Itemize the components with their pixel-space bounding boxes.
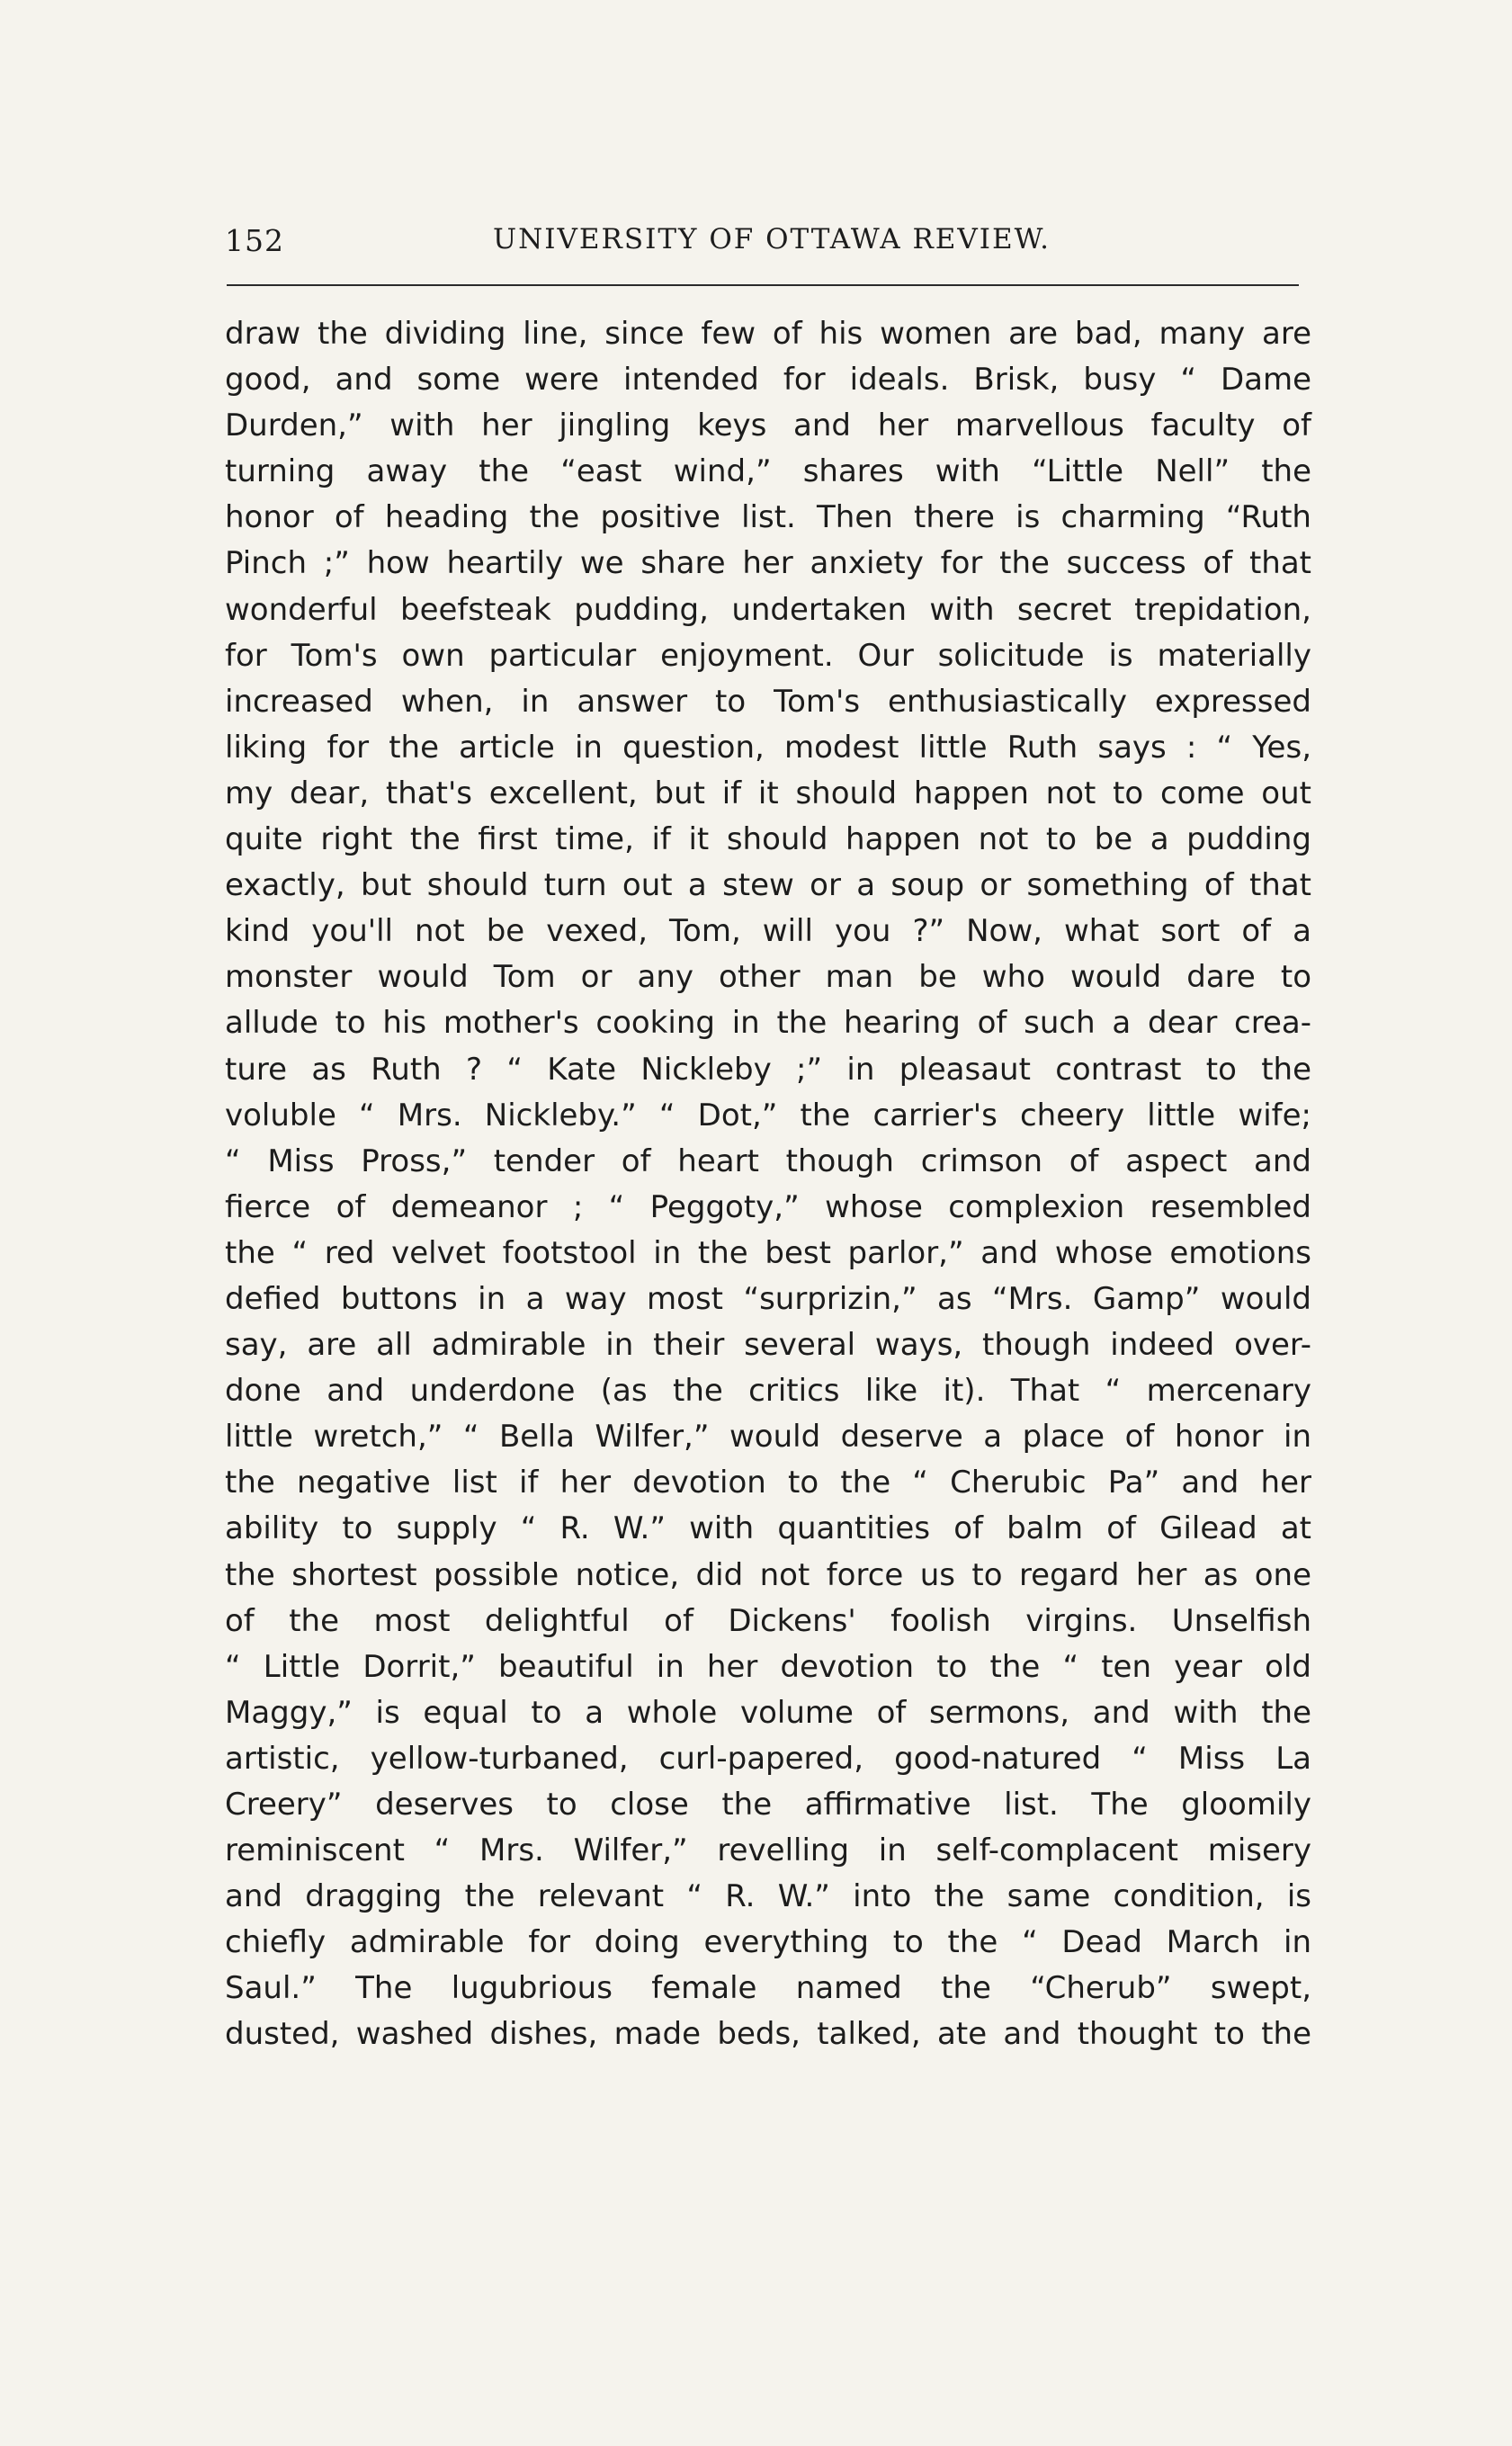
text-line: honor of heading the positive list. Then there is charming “Ruth [225,499,1311,536]
text-line: Creery” deserves to close the affirmative list. The gloomily [225,1787,1311,1823]
text-line: allude to his mother's cooking in the hearing of such a dear crea- [225,1005,1311,1042]
text-line: “ Little Dorrit,” beautiful in her devotion to the “ ten year old [225,1648,1311,1685]
text-line: for Tom's own particular enjoyment. Our solicitude is materially [225,637,1311,674]
text-line: “ Miss Pross,” tender of heart though crimson of aspect and [225,1142,1311,1179]
text-line: fierce of demeanor ; “ Peggoty,” whose complexion resembled [225,1188,1311,1225]
text-line: little wretch,” “ Bella Wilfer,” would deserve a place of honor in [225,1419,1311,1456]
text-line: monster would Tom or any other man be who would dare to [225,959,1311,996]
text-line: artistic, yellow-turbaned, curl-papered, good-natured “ Miss La [225,1740,1311,1777]
text-line: dusted, washed dishes, made beds, talked, ate and thought to the [225,2016,1311,2053]
header-rule [227,284,1299,286]
text-line: the negative list if her devotion to the “ Cherubic Pa” and her [225,1465,1311,1501]
text-line: the “ red velvet footstool in the best parlor,” and whose emotions [225,1234,1311,1271]
text-line: of the most delightful of Dickens' foolish virgins. Unselfish [225,1602,1311,1639]
text-line: Maggy,” is equal to a whole volume of sermons, and with the [225,1694,1311,1731]
text-line: quite right the first time, if it should happen not to be a pudding [225,821,1311,858]
text-line: ture as Ruth ? “ Kate Nickleby ;” in pleasaut contrast to the [225,1051,1311,1088]
text-line: reminiscent “ Mrs. Wilfer,” revelling in self-complacent misery [225,1832,1311,1869]
text-line: and dragging the relevant “ R. W.” into the same condition, is [225,1878,1311,1915]
text-line: exactly, but should turn out a stew or a soup or something of that [225,867,1311,904]
page-number: 152 [225,223,284,258]
text-line: increased when, in answer to Tom's enthusiastically expressed [225,683,1311,720]
text-line: kind you'll not be vexed, Tom, will you ?” Now, what sort of a [225,913,1311,950]
text-line: chiefly admirable for doing everything to the “ Dead March in [225,1924,1311,1961]
text-line: voluble “ Mrs. Nickleby.” “ Dot,” the carrier's cheery little wife; [225,1097,1311,1133]
text-line: draw the dividing line, since few of his women are bad, many are [225,316,1311,352]
text-line: my dear, that's excellent, but if it should happen not to come out [225,775,1311,811]
text-line: liking for the article in question, modest little Ruth says : “ Yes, [225,729,1311,766]
text-line: good, and some were intended for ideals. Brisk, busy “ Dame [225,362,1311,399]
running-head [225,223,1301,268]
text-line: Pinch ;” how heartily we share her anxiety for the success of that [225,545,1311,582]
text-line: done and underdone (as the critics like it). That “ mercenary [225,1373,1311,1410]
text-line: turning away the “east wind,” shares with “Little Nell” the [225,453,1311,490]
text-line: ability to supply “ R. W.” with quantities of balm of Gilead at [225,1510,1311,1547]
body-paragraph [225,311,1311,2058]
text-line: defied buttons in a way most “surprizin,” as “Mrs. Gamp” would [225,1280,1311,1317]
text-line: wonderful beefsteak pudding, undertaken with secret trepidation, [225,591,1311,628]
text-line: the shortest possible notice, did not force us to regard her as one [225,1556,1311,1593]
text-line: Saul.” The lugubrious female named the “Cherub” swept, [225,1970,1311,2007]
text-line: Durden,” with her jingling keys and her marvellous faculty of [225,408,1311,444]
journal-title: UNIVERSITY OF OTTAWA REVIEW. [493,223,1051,255]
text-line: say, are all admirable in their several ways, though indeed over- [225,1327,1311,1364]
